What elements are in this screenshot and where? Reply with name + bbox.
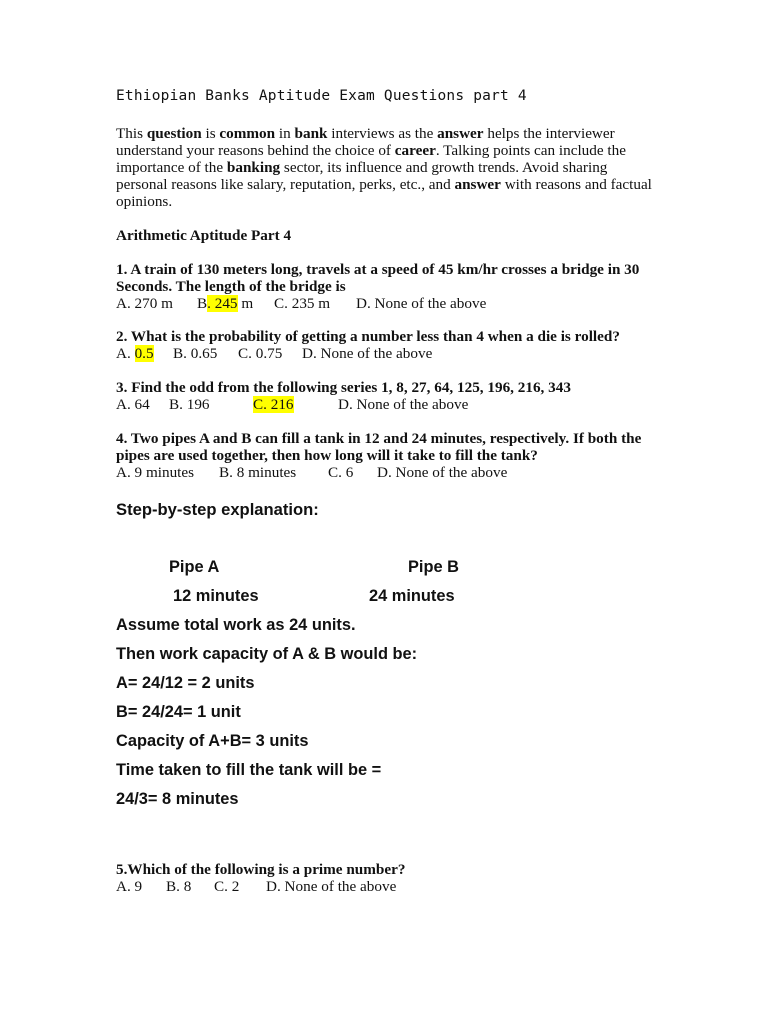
option-a: A. 9 minutes [116, 464, 195, 481]
explanation-line: 24/3= 8 minutes [116, 790, 239, 808]
option-d: D. None of the above [266, 878, 397, 895]
highlighted-answer: C. 216 [253, 396, 294, 413]
pipe-a-label: Pipe A [169, 558, 220, 576]
document-title: Ethiopian Banks Aptitude Exam Questions part 4 [116, 88, 527, 104]
answer-options [116, 878, 676, 895]
option-b: B. 8 [166, 878, 192, 895]
option-c: C. 0.75 [238, 345, 283, 362]
question-4 [116, 430, 676, 481]
explanation-line: Then work capacity of A & B would be: [116, 645, 418, 663]
option-d: D. None of the above [338, 396, 469, 413]
answer-options [116, 295, 676, 312]
pipe-b-time: 24 minutes [369, 587, 455, 605]
option-d: D. None of the above [356, 295, 487, 312]
explanation-line: Time taken to fill the tank will be = [116, 761, 382, 779]
option-a: A. 9 [116, 878, 143, 895]
explanation-line: A= 24/12 = 2 units [116, 674, 255, 692]
pipe-a-time: 12 minutes [173, 587, 259, 605]
option-d: D. None of the above [302, 345, 433, 362]
explanation-heading: Step-by-step explanation: [116, 500, 319, 519]
explanation-line: B= 24/24= 1 unit [116, 703, 241, 721]
option-b: B. 0.65 [173, 345, 218, 362]
question-stem: 1. A train of 130 meters long, travels at a speed of 45 km/hr crosses a bridge in 30 Seconds. The length of the bridge is [116, 261, 640, 295]
highlighted-answer: 0.5 [134, 345, 154, 362]
answer-options [116, 345, 676, 362]
option-a: A. 270 m [116, 295, 173, 312]
question-stem: 3. Find the odd from the following series 1, 8, 27, 64, 125, 196, 216, 343 [116, 379, 571, 396]
answer-options [116, 464, 676, 481]
answer-options [116, 396, 676, 413]
option-c [253, 396, 338, 413]
explanation-line: Capacity of A+B= 3 units [116, 732, 309, 750]
highlighted-answer: . 245 [207, 295, 238, 312]
section-heading: Arithmetic Aptitude Part 4 [116, 227, 292, 244]
question-3 [116, 379, 676, 413]
question-5 [116, 861, 676, 895]
question-stem: 5.Which of the following is a prime number? [116, 861, 406, 878]
question-stem: 4. Two pipes A and B can fill a tank in 12 and 24 minutes, respectively. If both the pipes are used together, then how long will it take to fill the tank? [116, 430, 642, 464]
option-b: B. 245 m [197, 295, 254, 312]
explanation-line: Assume total work as 24 units. [116, 616, 356, 634]
intro-paragraph: This question is common in bank interviews as the answer helps the interviewer understand your reasons behind the choice of career. Talking points can include the importance of the banking sector, its influence and growth trends. Avoid sharing personal reasons like salary, reputation, perks, etc., and answer with reasons and factual opinions. [116, 125, 652, 210]
pipe-b-label: Pipe B [408, 558, 460, 576]
option-c: C. 235 m [274, 295, 331, 312]
question-2 [116, 328, 676, 362]
question-stem: 2. What is the probability of getting a number less than 4 when a die is rolled? [116, 328, 620, 345]
option-b: B. 196 [169, 396, 210, 413]
option-a: A. 0.5 [116, 345, 154, 362]
option-c: C. 2 [214, 878, 240, 895]
option-b: B. 8 minutes [219, 464, 297, 481]
option-a: A. 64 [116, 396, 150, 413]
option-d: D. None of the above [377, 464, 508, 481]
question-1 [116, 261, 676, 312]
option-c: C. 6 [328, 464, 354, 481]
